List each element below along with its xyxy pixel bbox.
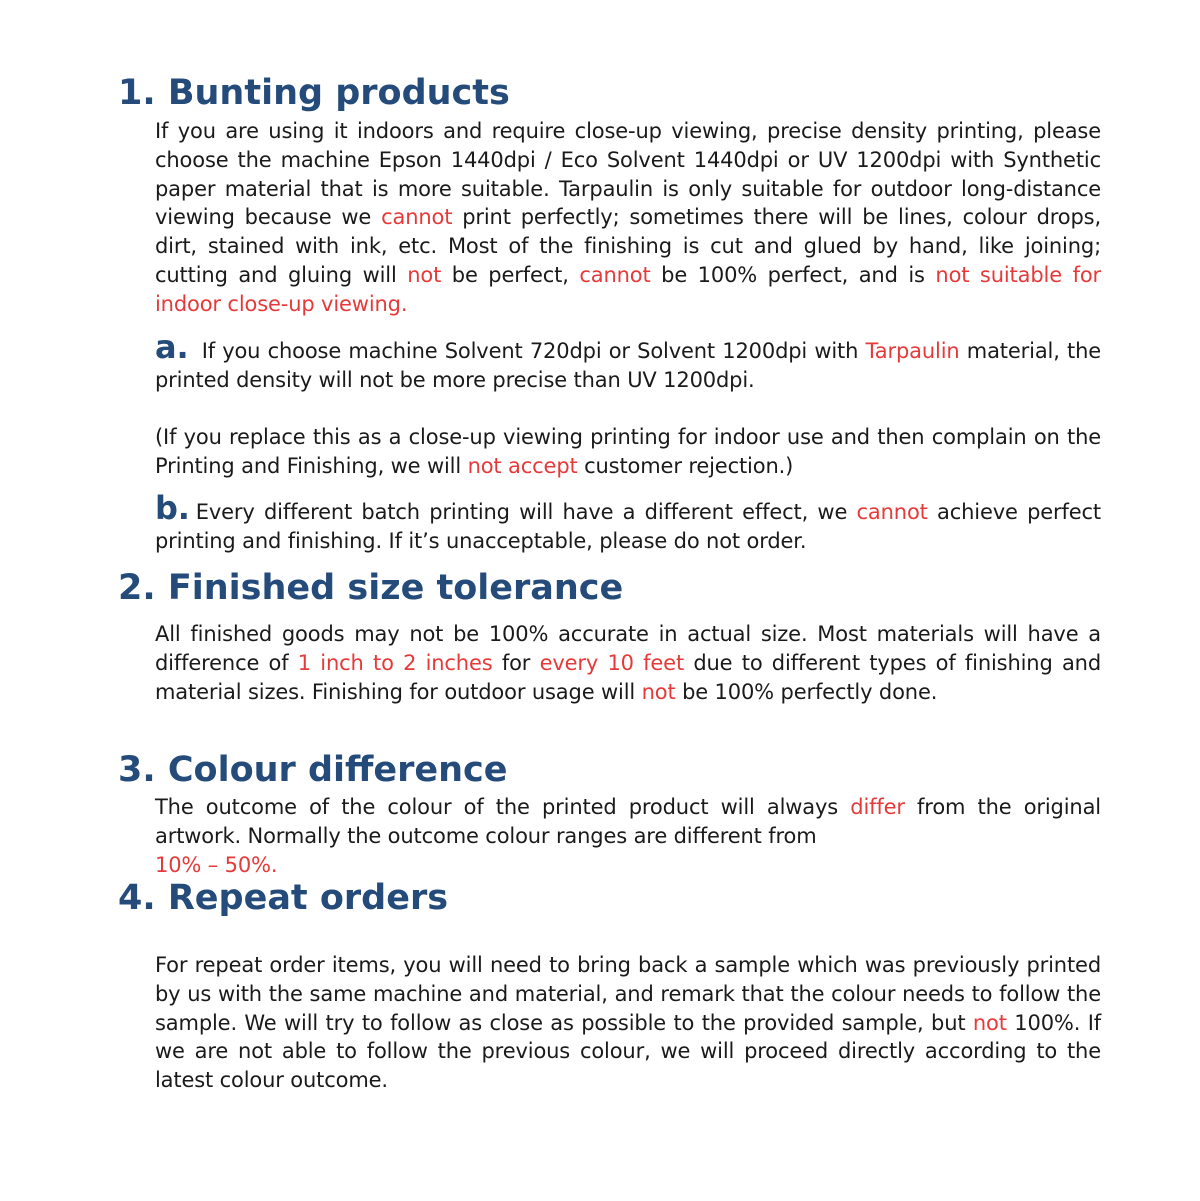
- text-segment: All finished goods may not be 100% accurate in actual size. Most materials will have a difference of: [155, 622, 1101, 675]
- text-segment: due to different types of finishing and material sizes. Finishing for outdoor usage will: [155, 650, 1102, 704]
- paragraph-bunting-intro: [155, 117, 1101, 319]
- highlight-segment: cannot: [381, 205, 453, 230]
- text-segment: material, the printed density will not be more precise than UV 1200dpi.: [155, 339, 1101, 392]
- text-segment: print perfectly; sometimes there will be lines, colour drops, dirt, stained with ink, etc. Most of the finishing is cut and glued by hand, like joining; cutting and gluing will: [155, 205, 1101, 287]
- highlight-segment: every 10 feet: [539, 650, 685, 675]
- item-letter-a: a.: [155, 328, 189, 366]
- highlight-segment: not: [407, 262, 442, 287]
- text-segment: If you are using it indoors and require close-up viewing, precise density printing, please choose the machine Epson 1440dpi / Eco Solvent 1440dpi or UV 1200dpi with Synthetic paper material that is more suitable. Tarpaulin is only suitable for outdoor long-distance viewing because we: [155, 119, 1101, 230]
- text-segment: customer rejection.): [577, 453, 794, 478]
- highlight-segment: 10% – 50%.: [155, 852, 278, 877]
- text-segment: The outcome of the colour of the printed product will always: [155, 795, 851, 819]
- highlight-segment: cannot: [579, 262, 651, 287]
- highlight-segment: Tarpaulin: [865, 339, 960, 363]
- highlight-segment: cannot: [856, 500, 928, 524]
- text-segment: For repeat order items, you will need to bring back a sample which was previously printed by us with the same machine and material, and remark that the colour needs to follow the sample. We will try to follow as close as possible to the provided sample, but: [155, 953, 1101, 1035]
- section-title-bunting-products: 1. Bunting products: [118, 73, 510, 113]
- text-segment: (If you replace this as a close-up viewing printing for indoor use and then complain on the Printing and Finishing, we will: [155, 425, 1101, 478]
- text-segment: be 100% perfect, and is: [650, 262, 936, 287]
- paragraph-size-tolerance: [155, 620, 1101, 706]
- text-segment: be perfect,: [441, 262, 580, 287]
- text-segment: achieve perfect printing and finishing. If it’s unacceptable, please do not order.: [155, 500, 1101, 553]
- paragraph-bunting-item-a: [155, 328, 1101, 395]
- paragraph-repeat-orders: [155, 951, 1101, 1095]
- paragraph-bunting-item-b: [155, 489, 1101, 556]
- text-segment: If you choose machine Solvent 720dpi or Solvent 1200dpi with: [201, 339, 866, 363]
- paragraph-colour-difference: [155, 793, 1101, 879]
- item-letter-b: b.: [155, 489, 190, 527]
- section-title-repeat-orders: 4. Repeat orders: [118, 878, 449, 918]
- highlight-segment: not: [641, 679, 676, 704]
- text-segment: for: [492, 650, 540, 675]
- paragraph-bunting-rejection-note: [155, 423, 1101, 481]
- highlight-segment: differ: [850, 795, 905, 819]
- highlight-segment: not suitable for indoor close-up viewing.: [155, 262, 1101, 316]
- text-segment: 100%. If we are not able to follow the previous colour, we will proceed directly according to the latest colour outcome.: [155, 1010, 1101, 1093]
- highlight-segment: 1 inch to 2 inches: [297, 650, 493, 675]
- text-segment: Every different batch printing will have a different effect, we: [195, 500, 857, 524]
- text-segment: from the original artwork. Normally the outcome colour ranges are different from: [155, 795, 1101, 848]
- text-segment: be 100% perfectly done.: [675, 679, 938, 704]
- highlight-segment: not accept: [467, 453, 578, 478]
- section-title-finished-size-tolerance: 2. Finished size tolerance: [118, 568, 624, 608]
- section-title-colour-difference: 3. Colour difference: [118, 750, 508, 790]
- highlight-segment: not: [972, 1010, 1007, 1035]
